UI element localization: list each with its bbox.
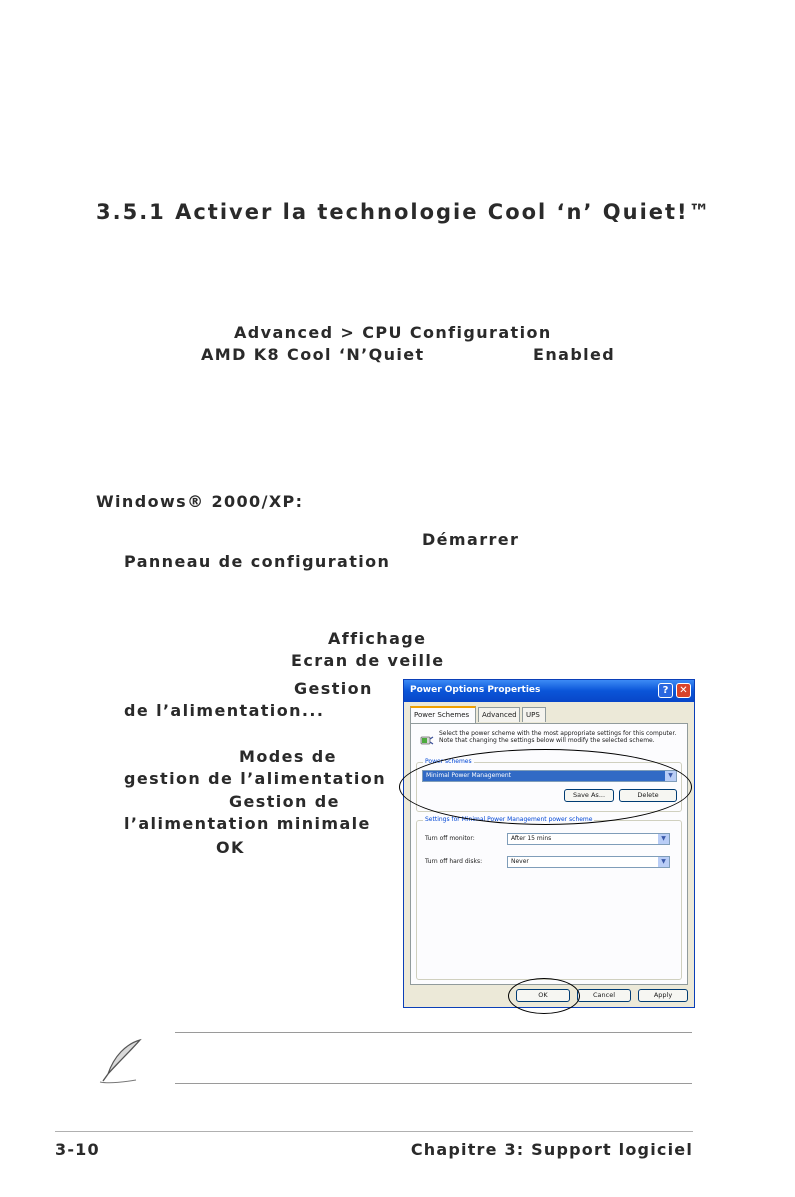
cancel-button[interactable]: Cancel: [577, 989, 631, 1002]
page-number: 3-10: [55, 1140, 100, 1159]
disks-value: Never: [511, 858, 529, 865]
tab-advanced[interactable]: Advanced: [478, 707, 520, 722]
chevron-down-icon: ▼: [665, 771, 676, 781]
power-options-dialog: [403, 679, 695, 1008]
ok-button[interactable]: OK: [516, 989, 570, 1002]
tab-ups[interactable]: UPS: [522, 707, 546, 722]
power-schemes-highlight: [399, 749, 692, 825]
note-top-rule: [175, 1032, 692, 1033]
ok-label: OK: [216, 838, 245, 857]
help-button[interactable]: ?: [658, 683, 673, 698]
delete-button[interactable]: Delete: [619, 789, 677, 802]
ok-button-highlight: [508, 978, 580, 1014]
bios-value: Enabled: [533, 345, 616, 364]
monitor-label: Turn off monitor:: [425, 835, 475, 842]
section-heading: 3.5.1 Activer la technologie Cool ‘n’ Quiet!™: [96, 200, 712, 224]
power-mgmt-label-1: Gestion: [294, 679, 373, 698]
scheme-description: Select the power scheme with the most appropriate settings for this computer. Note that changing the settings below will modify the selected scheme.: [439, 730, 677, 744]
tab-power-schemes[interactable]: Power Schemes: [410, 706, 476, 723]
apply-button[interactable]: Apply: [638, 989, 688, 1002]
feather-note-icon: [96, 1034, 148, 1086]
close-button[interactable]: ✕: [676, 683, 691, 698]
power-mgmt-label-2: de l’alimentation...: [124, 701, 325, 720]
dialog-titlebar: [404, 680, 694, 702]
monitor-select[interactable]: [507, 833, 670, 845]
disks-select[interactable]: [507, 856, 670, 868]
control-panel-label: Panneau de configuration: [124, 552, 391, 571]
schemes-label-2: gestion de l’alimentation: [124, 769, 386, 788]
minimal-label-1: Gestion de: [229, 792, 340, 811]
bios-menu-path: Advanced > CPU Configuration: [234, 323, 552, 342]
screensaver-label: Ecran de veille: [291, 651, 445, 670]
scheme-settings-group-label: Settings for Minimal Power Management power scheme: [425, 816, 593, 823]
footer-rule: [55, 1131, 693, 1132]
chevron-down-icon: ▼: [658, 857, 669, 867]
schemes-label-1: Modes de: [239, 747, 337, 766]
monitor-value: After 15 mins: [511, 835, 552, 842]
display-label: Affichage: [328, 629, 427, 648]
power-scheme-value: Minimal Power Management: [426, 772, 511, 779]
chapter-title: Chapitre 3: Support logiciel: [410, 1140, 693, 1159]
power-plug-icon: [419, 732, 435, 748]
chevron-down-icon: ▼: [658, 834, 669, 844]
scheme-settings-group: [416, 816, 682, 980]
dialog-title: Power Options Properties: [410, 685, 541, 695]
os-label: Windows® 2000/XP:: [96, 492, 304, 511]
bios-item: AMD K8 Cool ‘N’Quiet: [201, 345, 425, 364]
save-as-button[interactable]: Save As...: [564, 789, 614, 802]
disks-label: Turn off hard disks:: [425, 858, 483, 865]
start-label: Démarrer: [422, 530, 520, 549]
note-bottom-rule: [175, 1083, 692, 1084]
minimal-label-2: l’alimentation minimale: [124, 814, 371, 833]
power-schemes-group-label: Power schemes: [425, 758, 472, 765]
